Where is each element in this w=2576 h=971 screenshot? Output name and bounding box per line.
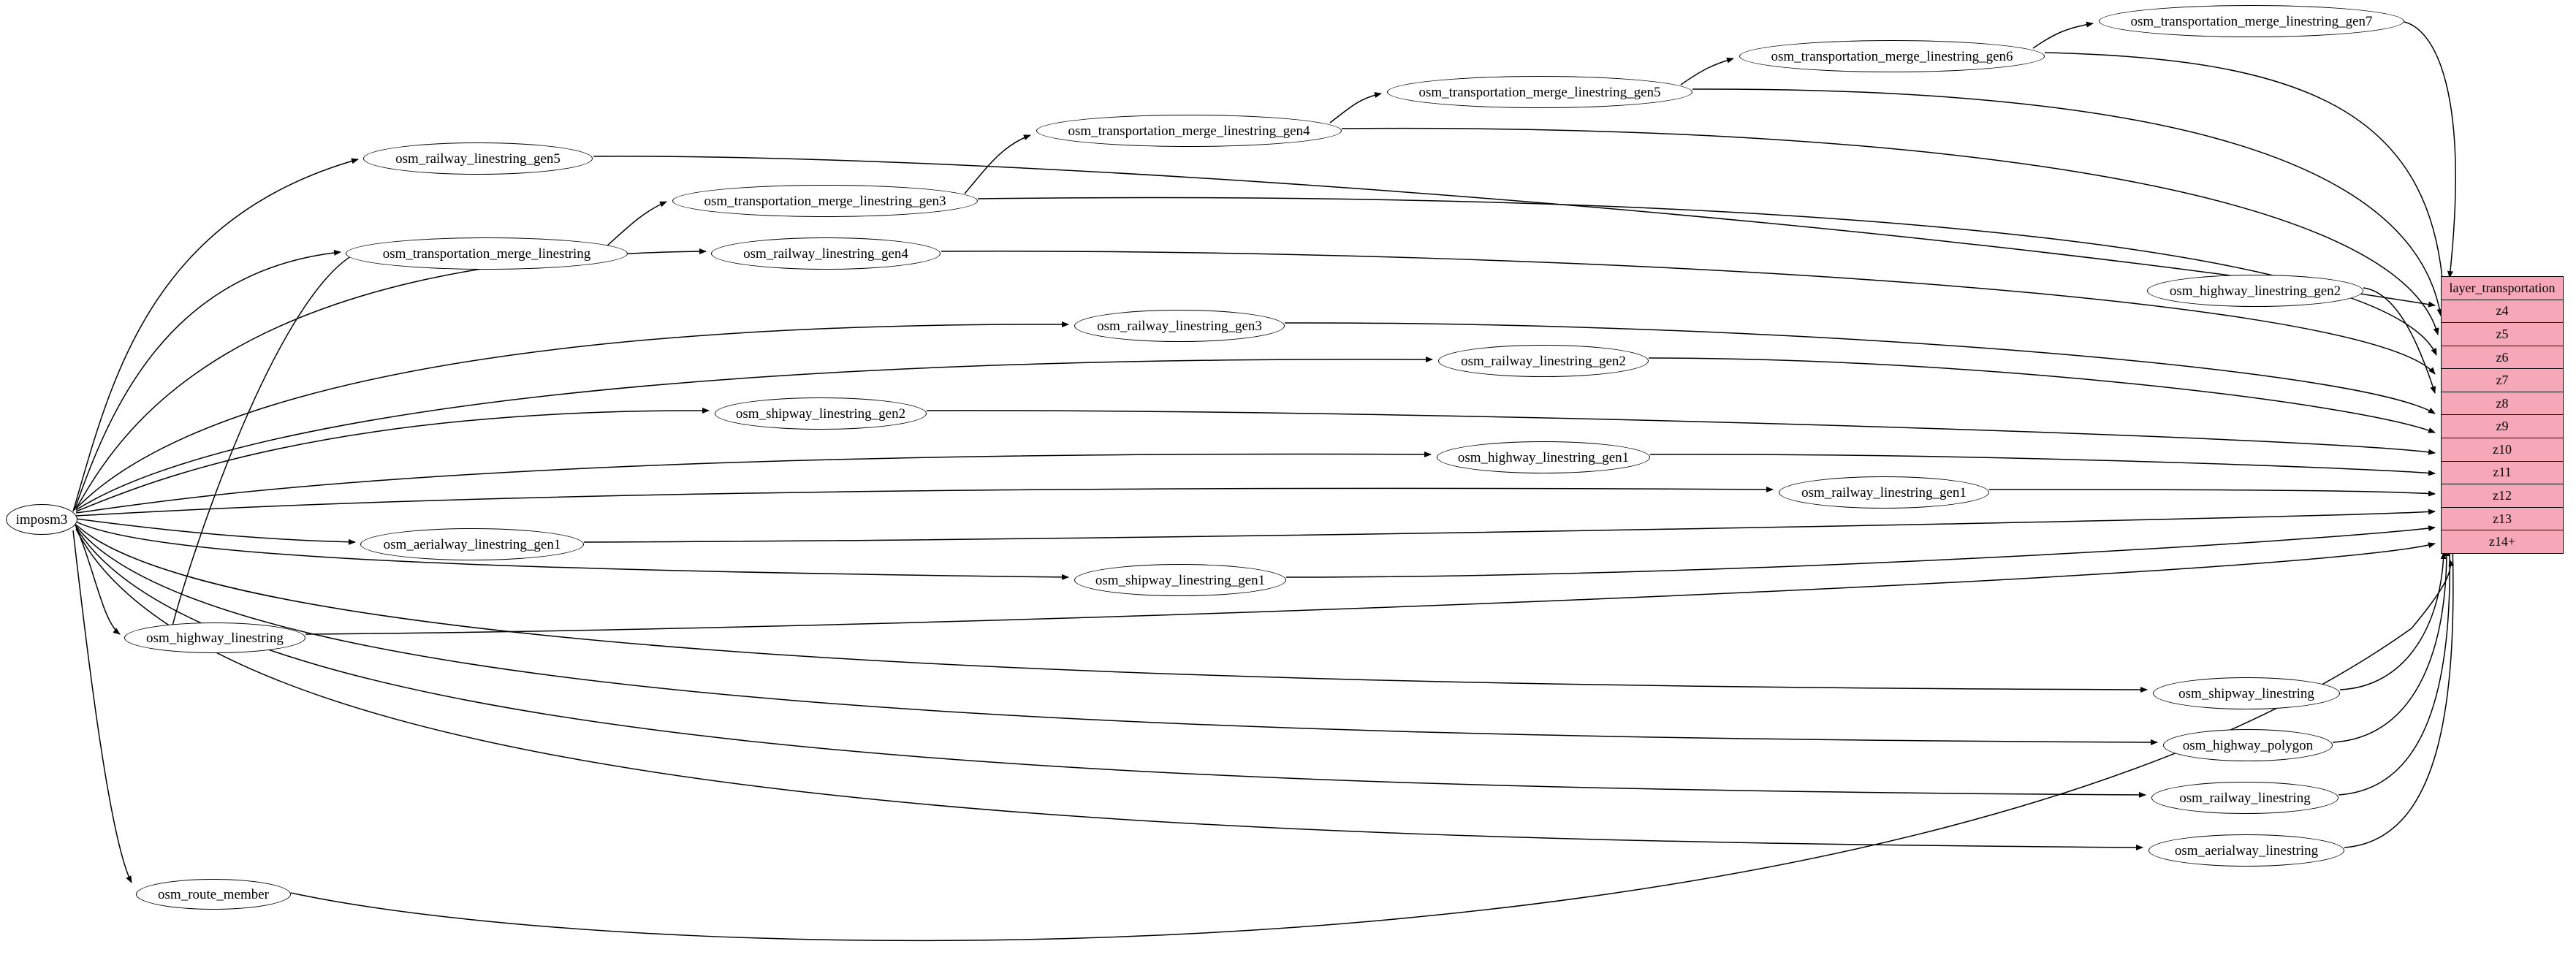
layer-table-row-z8[interactable]: z8 (2442, 392, 2563, 416)
edge-imposm3-railway-gen1 (76, 488, 1773, 516)
edge-imposm3-aerialway-gen1 (76, 519, 355, 542)
node-label: osm_railway_linestring_gen3 (1097, 318, 1262, 334)
layer-table-row-z4[interactable]: z4 (2442, 300, 2563, 324)
edge-gen5-to-gen6 (1681, 58, 1733, 85)
node-label: osm_shipway_linestring (2178, 685, 2314, 701)
edge-railway-gen2-layer (1649, 358, 2435, 433)
node-osm_railway_linestring[interactable] (2151, 782, 2338, 814)
node-label: osm_railway_linestring_gen5 (395, 151, 561, 167)
node-osm_railway_linestring_gen1[interactable] (1779, 476, 1989, 509)
edge-shipway-gen1-layer (1286, 528, 2435, 577)
node-label: imposm3 (15, 511, 68, 528)
edge-gen4-to-gen5 (1330, 94, 1381, 123)
node-osm_aerialway_linestring[interactable] (2148, 834, 2344, 867)
node-label: osm_aerialway_linestring_gen1 (383, 536, 561, 552)
node-osm_route_member[interactable] (136, 879, 291, 910)
node-label: osm_transportation_merge_linestring_gen5 (1418, 84, 1661, 100)
layer-table-row-z13[interactable]: z13 (2442, 508, 2563, 531)
node-label: osm_transportation_merge_linestring_gen4 (1068, 123, 1310, 139)
node-layer-transportation[interactable] (2441, 276, 2564, 554)
node-imposm3[interactable] (6, 504, 77, 535)
edge-merge-to-gen3 (607, 202, 666, 246)
node-label: osm_railway_linestring_gen2 (1461, 353, 1626, 369)
node-osm_transportation_merge_linestring_gen4[interactable] (1036, 115, 1342, 147)
node-osm_transportation_merge_linestring[interactable] (346, 237, 628, 270)
node-osm_shipway_linestring_gen2[interactable] (715, 397, 927, 430)
node-label: osm_transportation_merge_linestring_gen7 (2130, 13, 2373, 29)
node-osm_highway_linestring_gen2[interactable] (2147, 275, 2363, 307)
layer-table-row-z7[interactable]: z7 (2442, 369, 2563, 392)
edge-railway-gen1-layer (1989, 490, 2435, 494)
edge-gen3-to-gen4 (965, 135, 1030, 194)
layer-table-row-z9[interactable]: z9 (2442, 415, 2563, 438)
node-osm_shipway_linestring_gen1[interactable] (1074, 564, 1286, 596)
node-osm_railway_linestring_gen2[interactable] (1438, 345, 1649, 377)
node-label: osm_shipway_linestring_gen1 (1095, 572, 1266, 588)
node-osm_railway_linestring_gen4[interactable] (711, 237, 941, 270)
edge-imposm3-highway-gen1 (76, 454, 1431, 513)
edge-imposm3-railway-gen4 (76, 251, 706, 509)
edge-shipway-gen2-layer (927, 411, 2435, 453)
node-label: osm_railway_linestring_gen1 (1801, 484, 1967, 500)
node-label: osm_transportation_merge_linestring_gen3 (704, 193, 946, 209)
node-label: osm_transportation_merge_linestring (382, 245, 591, 262)
layer-table-row-z11[interactable]: z11 (2442, 462, 2563, 485)
layer-table-row-z14plus[interactable]: z14+ (2442, 530, 2563, 553)
edge-imposm3-highway-polygon (76, 526, 2157, 742)
node-label: osm_shipway_linestring_gen2 (735, 405, 906, 422)
node-label: osm_aerialway_linestring (2174, 842, 2319, 858)
layer-table-row-z6[interactable]: z6 (2442, 346, 2563, 370)
node-label: osm_highway_linestring_gen2 (2169, 283, 2341, 299)
layer-table-row-z5[interactable]: z5 (2442, 323, 2563, 346)
edge-imposm3-route-member (73, 530, 132, 883)
edge-highway-gen1-layer (1650, 454, 2435, 473)
edge-highway-polygon-layer (2333, 549, 2447, 742)
edge-shipway-linestring-layer (2340, 552, 2444, 690)
node-label: osm_highway_linestring_gen1 (1457, 449, 1630, 465)
node-osm_aerialway_linestring_gen1[interactable] (360, 528, 584, 560)
node-label: osm_highway_linestring (146, 630, 284, 646)
edge-aerialway-gen1-layer (584, 511, 2435, 542)
layer-table-header: layer_transportation (2442, 277, 2563, 300)
node-osm_transportation_merge_linestring_gen7[interactable] (2099, 5, 2404, 37)
edge-route-member-layer (291, 560, 2450, 940)
node-osm_railway_linestring_gen3[interactable] (1074, 310, 1285, 342)
edge-imposm3-railway-gen5 (73, 159, 358, 511)
node-osm_transportation_merge_linestring_gen3[interactable] (672, 185, 978, 217)
node-osm_railway_linestring_gen5[interactable] (363, 142, 593, 175)
edge-imposm3-railway-gen2 (76, 359, 1432, 510)
node-osm_transportation_merge_linestring_gen6[interactable] (1739, 40, 2045, 72)
node-osm_shipway_linestring[interactable] (2153, 677, 2340, 709)
edge-gen6-to-gen7 (2033, 23, 2093, 48)
node-label: osm_railway_linestring (2179, 790, 2311, 806)
node-label: osm_route_member (158, 886, 269, 902)
layer-table-row-z12[interactable]: z12 (2442, 484, 2563, 508)
node-label: osm_transportation_merge_linestring_gen6 (1771, 48, 2013, 64)
edge-highway-linestring-transportation-merge (170, 252, 358, 634)
layer-table-row-z10[interactable]: z10 (2442, 438, 2563, 462)
edge-gen7-layer (2404, 22, 2455, 278)
edge-highway-linestring-layer (305, 544, 2435, 634)
node-osm_transportation_merge_linestring_gen5[interactable] (1387, 76, 1692, 108)
node-osm_highway_polygon[interactable] (2163, 729, 2333, 761)
node-osm_highway_linestring[interactable] (124, 622, 305, 653)
node-osm_highway_linestring_gen1[interactable] (1437, 441, 1650, 473)
node-label: osm_highway_polygon (2182, 737, 2314, 753)
node-label: osm_railway_linestring_gen4 (743, 245, 908, 262)
